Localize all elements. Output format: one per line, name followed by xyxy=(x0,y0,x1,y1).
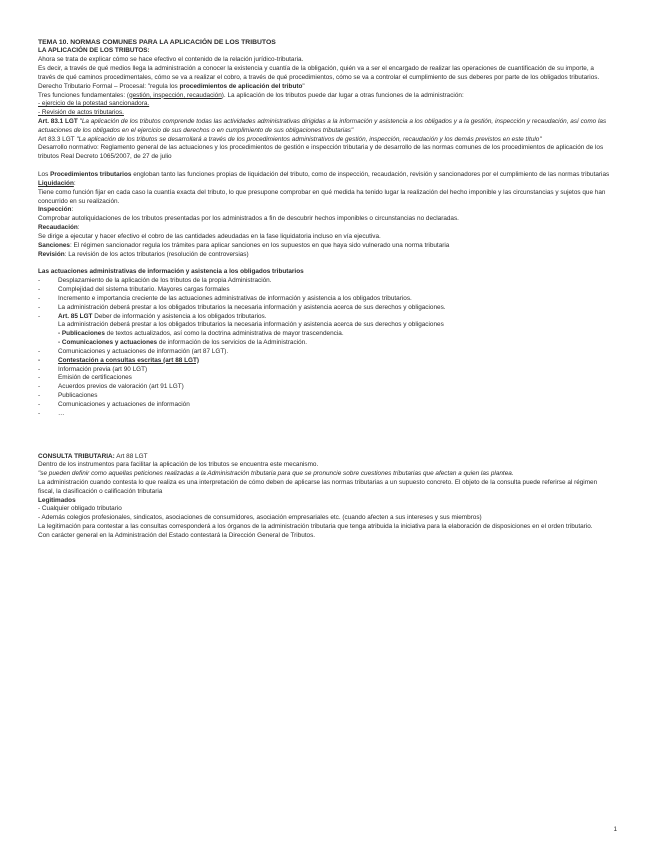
paragraph-sanciones xyxy=(38,242,613,251)
list-item: - Información previa (art 90 LGT) xyxy=(38,366,613,375)
term-label: Revisión xyxy=(38,250,65,258)
document-title: TEMA 10. NORMAS COMUNES PARA LA APLICACIÓN DE LOS TRIBUTOS xyxy=(38,39,276,46)
paragraph-desarrollo-normativo: Desarrollo normativo: Reglamento general de las actuaciones y los procedimientos de gestión e inspección tributaria y de desarrollo de las normas comunes de los procedimientos de aplicación de los tributos Real Decreto 1065/2007, de 27 de julio xyxy=(38,144,604,161)
paragraph-derecho-formal xyxy=(38,83,613,92)
term-text: Se dirige a ejecutar y hacer efectivo el cobro de las cantidades adeudadas en la fase liquidatoria incluso en vía ejecutiva. xyxy=(38,232,381,240)
list-item: - Complejidad del sistema tributario. Mayores cargas formales xyxy=(38,286,613,295)
text: " xyxy=(302,82,305,90)
paragraph-art-83-3 xyxy=(38,136,613,145)
paragraph-liquidacion: Liquidación: Tiene como función fijar en cada caso la cuantía exacta del tributo, lo que presupone comprobar en qué medida ha tenido lugar la realización del hecho imponible y las circunstancias y sujetos que han concurrido en su realización. xyxy=(38,180,613,206)
paragraph-es-decir: Es decir, a través de qué medios llega la administración a conocer la existencia y cuantía de la obligación, quién va a ser el encargado de realizar las operaciones de cuantificación de su importe, a través de qué caminos procedimentales, cómo se va a realizar el cobro, a través de qué procedimientos, cómo se va a controlar el cumplimiento de sus deberes por parte de los obligados tributarios. xyxy=(38,65,600,81)
text: Deber de información y asistencia a los obligados tributarios. xyxy=(92,312,267,320)
section-heading-aplicacion: LA APLICACIÓN DE LOS TRIBUTOS: xyxy=(38,47,150,55)
text: Los xyxy=(38,171,51,179)
paragraph-recaudacion: Recaudación: Se dirige a ejecutar y hacer efectivo el cobro de las cantidades adeudadas en la fase liquidatoria incluso en vía ejecutiva. xyxy=(38,224,613,242)
list-item: - Publicaciones xyxy=(38,392,613,401)
paragraph-legitimados xyxy=(38,497,613,523)
text: engloban tanto las funciones propias de liquidación del tributo, como de inspección, recaudación, revisión y sancionadores por el cumplimiento de las normas tributarias xyxy=(131,171,610,179)
spacer xyxy=(38,259,613,268)
paragraph-intro: Ahora se trata de explicar cómo se hace efectivo el contenido de la relación jurídico-tributaria. xyxy=(38,56,304,64)
sub-text: La administración deberá prestar a los obligados tributarios la necesaria información y asistencia acerca de sus derechos y obligaciones xyxy=(58,321,444,329)
article-label: Art. 85 LGT xyxy=(58,312,93,320)
paragraph-tres-funciones xyxy=(38,92,613,118)
text: Art 88 LGT xyxy=(114,452,148,460)
paragraph-consulta-5: Con carácter general en la Administración del Estado contestará la Dirección General de Tributos. xyxy=(38,531,316,539)
list-item: - Incremento e importancia creciente de las actuaciones administrativas de información y asistencia a los obligados tributarios. xyxy=(38,295,613,304)
list-item: - Comunicaciones y actuaciones de información (art 87 LGT). xyxy=(38,348,613,357)
paragraph-consulta-4: La legitimación para contestar a las consultas corresponderá a los órganos de la administración tributaria que tenga atribuida la iniciativa para la elaboración de disposiciones en el orden tributario. xyxy=(38,523,593,531)
term-label: Inspección xyxy=(38,206,72,214)
list-item: - Contestación a consultas escritas (art 88 LGT) xyxy=(38,357,613,366)
function-item: - ejercicio de la potestad sancionadora. xyxy=(38,100,150,108)
list-item: - Desplazamiento de la aplicación de los tributos de la propia Administración. xyxy=(38,277,613,286)
legitimados-item: - Cualquier obligado tributario xyxy=(38,505,122,513)
text: Tres funciones fundamentales: ( xyxy=(38,91,130,99)
article-quote: "La aplicación de los tributos comprende todas las actividades administrativas dirigidas a la información y asistencia a los obligados y a la gestión, inspección y recaudación, así como las actuaciones de los obligados en el ejercicio de sus derechos o en cumplimiento de sus obligaciones tributarias" xyxy=(38,118,607,134)
term-label: Legitimados xyxy=(38,496,76,504)
term-label: Sanciones xyxy=(38,241,70,249)
bold-text: procedimientos de aplicación del tributo xyxy=(179,82,303,90)
section-label: CONSULTA TRIBUTARIA: xyxy=(38,452,115,460)
list-item: - Emisión de certificaciones xyxy=(38,374,613,383)
spacer xyxy=(38,162,613,171)
legitimados-item: - Además colegios profesionales, sindicatos, asociaciones de consumidores, asociación empresariales etc. (cuando afecten a sus intereses y sus miembros) xyxy=(38,514,482,522)
function-item: - Revisión de actos tributarios. xyxy=(38,109,124,117)
bold-text: Procedimientos tributarios xyxy=(50,171,132,179)
actuaciones-list xyxy=(38,277,613,418)
term-text: : La revisión de los actos tributarios (resolución de controversias) xyxy=(64,250,249,258)
underlined-text: gestión, inspección, recaudación xyxy=(129,91,222,99)
section-heading-actuaciones: Las actuaciones administrativas de información y asistencia a los obligados tributarios xyxy=(38,268,304,276)
spacer xyxy=(38,423,613,453)
list-item: - Comunicaciones y actuaciones de información xyxy=(38,401,613,410)
paragraph-consulta-1: Dentro de los instrumentos para facilitar la aplicación de los tributos se encuentra este mecanismo. xyxy=(38,461,319,469)
page-number: 1 xyxy=(613,826,617,833)
paragraph-procedimientos xyxy=(38,171,613,180)
list-item: - Acuerdos previos de valoración (art 91 LGT) xyxy=(38,383,613,392)
list-item: - La administración deberá prestar a los obligados tributarios la necesaria información y asistencia acerca de sus derechos y obligaciones. xyxy=(38,304,613,313)
paragraph-art-83-1 xyxy=(38,118,613,136)
term-text: Comprobar autoliquidaciones de los tributos presentadas por los administrados a fin de descubrir hechos imponibles o circunstancias no declaradas. xyxy=(38,215,459,223)
article-label: Art. 83.1 LGT xyxy=(38,118,78,125)
sub-text: de textos actualizados, así como la doctrina administrativa de mayor trascendencia. xyxy=(104,330,344,338)
paragraph-consulta-definicion: "se pueden definir como aquellas peticiones realizadas a la Administración tributaria para que se pronuncie sobre cuestiones tributarias que afectan a quien las plantea. xyxy=(38,470,514,478)
bold-text: - Publicaciones xyxy=(58,330,105,338)
sub-text: de información de los servicios de la Administración. xyxy=(157,339,307,347)
article-quote: "La aplicación de los tributos se desarrollará a través de los procedimientos administrativos de gestión, inspección, recaudación y los demás previstos en este título" xyxy=(74,135,542,143)
term-label: Recaudación xyxy=(38,224,78,232)
text: Derecho Tributario Formal – Procesal: "regula los xyxy=(38,82,180,90)
list-item xyxy=(38,313,613,348)
document-page xyxy=(38,38,613,541)
term-text: Tiene como función fijar en cada caso la cuantía exacta del tributo, lo que presupone comprobar en qué medida ha tenido lugar la realización del hecho imponible y las circunstancias y sujetos que han concurrido en su realización. xyxy=(38,188,606,205)
paragraph-revision xyxy=(38,251,613,260)
paragraph-consulta-heading xyxy=(38,453,613,462)
paragraph-consulta-3: La administración cuando contesta lo que realiza es una interpretación de cómo deben de aplicarse las normas tributarias a un supuesto concreto. El objeto de la consulta puede referirse al régimen fiscal, la clasificación o calificación tributaria xyxy=(38,478,598,495)
article-label: Art 83.3 LGT xyxy=(38,135,75,143)
list-item: - … xyxy=(38,410,613,419)
paragraph-inspeccion: Inspección: Comprobar autoliquidaciones de los tributos presentadas por los administrados a fin de descubrir hechos imponibles o circunstancias no declaradas. xyxy=(38,206,613,224)
term-text: : El régimen sancionador regula los trámites para aplicar sanciones en los supuestos en que haya sido vulnerado una norma tributaria xyxy=(69,241,450,249)
bold-text: - Comunicaciones y actuaciones xyxy=(58,339,158,347)
term-label: Liquidación xyxy=(38,179,74,187)
text: ). La aplicación de los tributos puede dar lugar a otras funciones de la administración: xyxy=(221,91,464,99)
